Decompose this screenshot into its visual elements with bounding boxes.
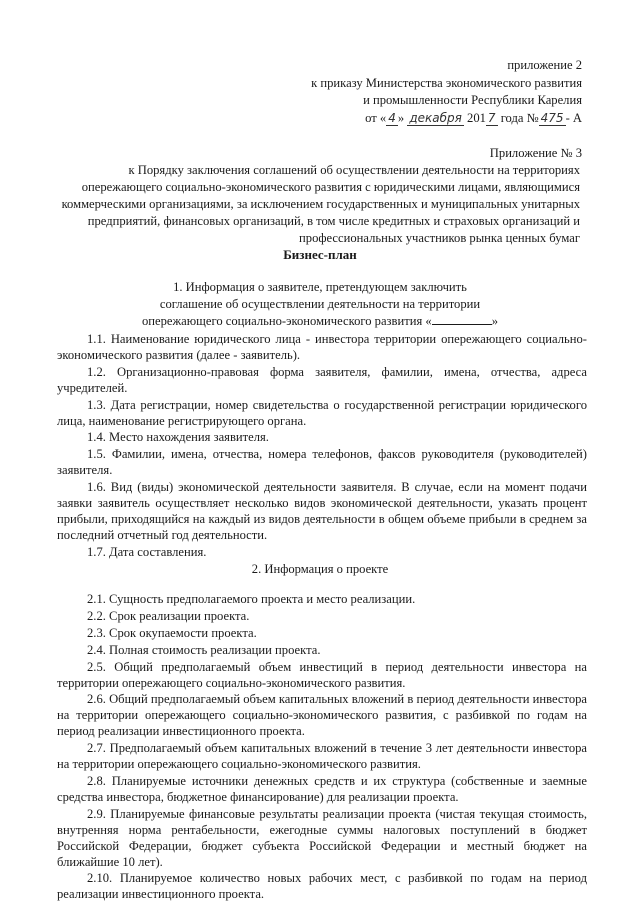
- annex-title: Приложение № 3: [489, 146, 582, 160]
- section-2-item: 2.5. Общий предполагаемый объем инвестиций в период деятельности инвестора на территории опережающего социально-экономического развития.: [57, 659, 587, 690]
- section-1-heading-line: соглашение об осуществлении деятельности на территории: [159, 296, 481, 311]
- header-line-2: к приказу Министерства экономического развития: [311, 75, 582, 90]
- section-2-item: 2.6. Общий предполагаемый объем капитальных вложений в период деятельности инвестора на территории опережающего социально-экономического развития, с разбивкой по годам на период реализации инвестиционного проекта.: [57, 692, 587, 739]
- date-prefix: от «: [365, 110, 387, 125]
- territory-name-blank: [432, 324, 492, 325]
- document-title: Бизнес-план: [283, 247, 357, 262]
- date-year-prefix: 201: [467, 110, 486, 125]
- section-1-heading: [0, 279, 640, 330]
- section-2-item: 2.4. Полная стоимость реализации проекта.: [87, 642, 321, 657]
- header-line-1: приложение 2: [507, 58, 582, 72]
- section-1-heading-line: 1. Информация о заявителе, претендующем заключить: [173, 280, 467, 294]
- section-2-items: [57, 592, 587, 904]
- annex-procedure-text: [60, 162, 580, 247]
- procedure-line: предприятий, финансовых организаций, в том числе кредитных и страховых организаций и: [87, 213, 580, 228]
- procedure-line: профессиональных участников рынка ценных бумаг: [299, 230, 580, 245]
- section-1-heading-line: [0, 313, 640, 330]
- date-end: - А: [565, 110, 582, 125]
- section-2-item: 2.8. Планируемые источники денежных средств и их структура (собственные и заемные средства инвестора, бюджетное финансирование) для реализации проекта.: [57, 773, 587, 804]
- procedure-line: к Порядку заключения соглашений об осуществлении деятельности на территориях: [128, 163, 580, 177]
- section-2-item: 2.7. Предполагаемый объем капитальных вложений в течение 3 лет деятельности инвестора на территории опережающего социально-экономического развития.: [57, 741, 587, 772]
- procedure-line: коммерческими организациями, за исключением государственных и муниципальных унитарных: [61, 196, 580, 211]
- header-line-3: и промышленности Республики Карелия: [363, 93, 582, 108]
- handwritten-year-digit: 7: [487, 110, 496, 125]
- section-1-items: [57, 332, 587, 562]
- section-1-item: 1.6. Вид (виды) экономической деятельности заявителя. В случае, если на момент подачи заявки заявитель осуществляет несколько видов экономической деятельности, указать процент прибыли, приходящийся на каждый из видов деятельности в общем объеме прибыли в среднем за последний отчетный год деятельности.: [57, 480, 587, 542]
- section-1-item: 1.2. Организационно-правовая форма заявителя, фамилии, имена, отчества, адреса учредителей.: [57, 364, 587, 395]
- heading-territory-prefix: опережающего социально-экономического развития «: [141, 313, 432, 328]
- section-2-item: 2.10. Планируемое количество новых рабочих мест, с разбивкой по годам на период реализации инвестиционного проекта.: [57, 871, 587, 902]
- section-2-item: 2.3. Срок окупаемости проекта.: [87, 625, 257, 640]
- section-2-item: 2.1. Сущность предполагаемого проекта и место реализации.: [87, 592, 416, 606]
- handwritten-order-number: 475: [540, 110, 564, 125]
- procedure-line: опережающего социально-экономического развития с юридическими лицами, являющимися: [81, 179, 580, 194]
- order-header: [311, 57, 582, 127]
- section-1-item: 1.4. Место нахождения заявителя.: [87, 430, 269, 445]
- section-2-item: 2.2. Срок реализации проекта.: [87, 608, 250, 623]
- order-date-line: [311, 110, 582, 128]
- date-sep: »: [397, 110, 405, 125]
- heading-territory-suffix: »: [491, 313, 499, 328]
- section-1-item: 1.7. Дата составления.: [87, 544, 207, 559]
- section-1-item: 1.1. Наименование юридического лица - инвестора территории опережающего социально-экономического развития (далее - заявитель).: [57, 332, 587, 362]
- handwritten-day: 4: [388, 110, 396, 125]
- section-1-item: 1.5. Фамилии, имена, отчества, номера телефонов, факсов руководителя (руководителей) заявителя.: [57, 447, 587, 478]
- section-2-heading: 2. Информация о проекте: [251, 562, 389, 576]
- section-1-item: 1.3. Дата регистрации, номер свидетельства о государственной регистрации юридического лица, наименование регистрирующего органа.: [57, 397, 587, 428]
- date-mid: года №: [500, 110, 539, 125]
- handwritten-month: декабря: [409, 110, 462, 125]
- section-2-item: 2.9. Планируемые финансовые результаты реализации проекта (чистая текущая стоимость, внутренняя норма рентабельности, ежегодные суммы налоговых поступлений в бюджет Российской Федерации, бюджет субъекта Российской Федерации и местный бюджет на ближайшие 10 лет).: [57, 806, 587, 869]
